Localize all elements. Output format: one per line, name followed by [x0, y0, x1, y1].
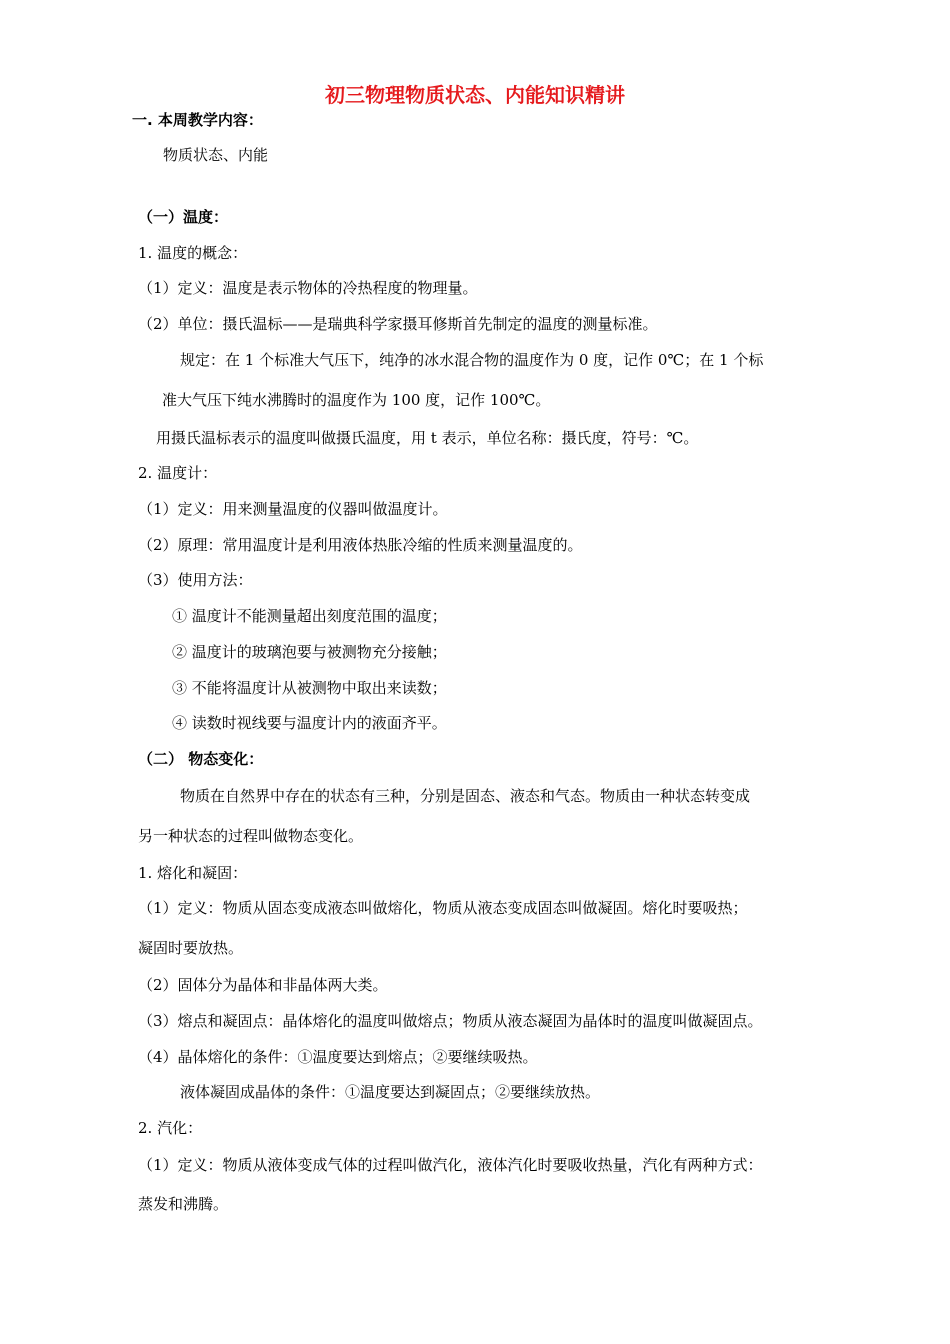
- paragraph: （2）固体分为晶体和非晶体两大类。: [138, 976, 388, 994]
- paragraph: （1）定义：温度是表示物体的冷热程度的物理量。: [138, 279, 478, 297]
- document-title: 初三物理物质状态、内能知识精讲: [325, 83, 625, 107]
- paragraph: （3）熔点和凝固点：晶体熔化的温度叫做熔点；物质从液态凝固为晶体时的温度叫做凝固点。: [138, 1012, 763, 1030]
- item-heading: 1. 熔化和凝固：: [138, 864, 248, 882]
- paragraph: （1）定义：用来测量温度的仪器叫做温度计。: [138, 500, 448, 518]
- paragraph: （1）定义：物质从固态变成液态叫做熔化，物质从液态变成固态叫做凝固。熔化时要吸热；: [138, 899, 748, 917]
- paragraph: 规定：在 1 个标准大气压下，纯净的冰水混合物的温度作为 0 度，记作 0℃；在 1 个标: [180, 351, 764, 369]
- list-item: ③ 不能将温度计从被测物中取出来读数；: [172, 679, 447, 697]
- subsection-heading: （一）温度：: [138, 208, 229, 226]
- section-heading-1: 一. 本周教学内容：: [132, 111, 263, 129]
- paragraph: （4）晶体熔化的条件：①温度要达到熔点；②要继续吸热。: [138, 1048, 538, 1066]
- paragraph: （2）原理：常用温度计是利用液体热胀冷缩的性质来测量温度的。: [138, 536, 583, 554]
- list-item: ④ 读数时视线要与温度计内的液面齐平。: [172, 714, 447, 732]
- item-heading: 1. 温度的概念：: [138, 244, 248, 262]
- paragraph: 蒸发和沸腾。: [138, 1195, 229, 1213]
- paragraph: 准大气压下纯水沸腾时的温度作为 100 度，记作 100℃。: [162, 391, 551, 409]
- item-heading: 2. 汽化：: [138, 1119, 203, 1137]
- paragraph: （1）定义：物质从液体变成气体的过程叫做汽化，液体汽化时要吸收热量，汽化有两种方式：: [138, 1156, 763, 1174]
- paragraph: 凝固时要放热。: [138, 939, 244, 957]
- list-item: ② 温度计的玻璃泡要与被测物充分接触；: [172, 643, 447, 661]
- paragraph: （3）使用方法：: [138, 571, 253, 589]
- paragraph: 物质在自然界中存在的状态有三种，分别是固态、液态和气态。物质由一种状态转变成: [180, 787, 751, 805]
- item-heading: 2. 温度计：: [138, 464, 218, 482]
- subsection-heading: （二） 物态变化：: [138, 750, 264, 768]
- paragraph: 物质状态、内能: [163, 146, 269, 164]
- paragraph: （2）单位：摄氏温标——是瑞典科学家摄耳修斯首先制定的温度的测量标准。: [138, 315, 658, 333]
- list-item: ① 温度计不能测量超出刻度范围的温度；: [172, 607, 447, 625]
- paragraph: 用摄氏温标表示的温度叫做摄氏温度，用 t 表示，单位名称：摄氏度，符号：℃。: [156, 429, 699, 447]
- paragraph: 液体凝固成晶体的条件：①温度要达到凝固点；②要继续放热。: [180, 1083, 601, 1101]
- paragraph: 另一种状态的过程叫做物态变化。: [138, 827, 364, 845]
